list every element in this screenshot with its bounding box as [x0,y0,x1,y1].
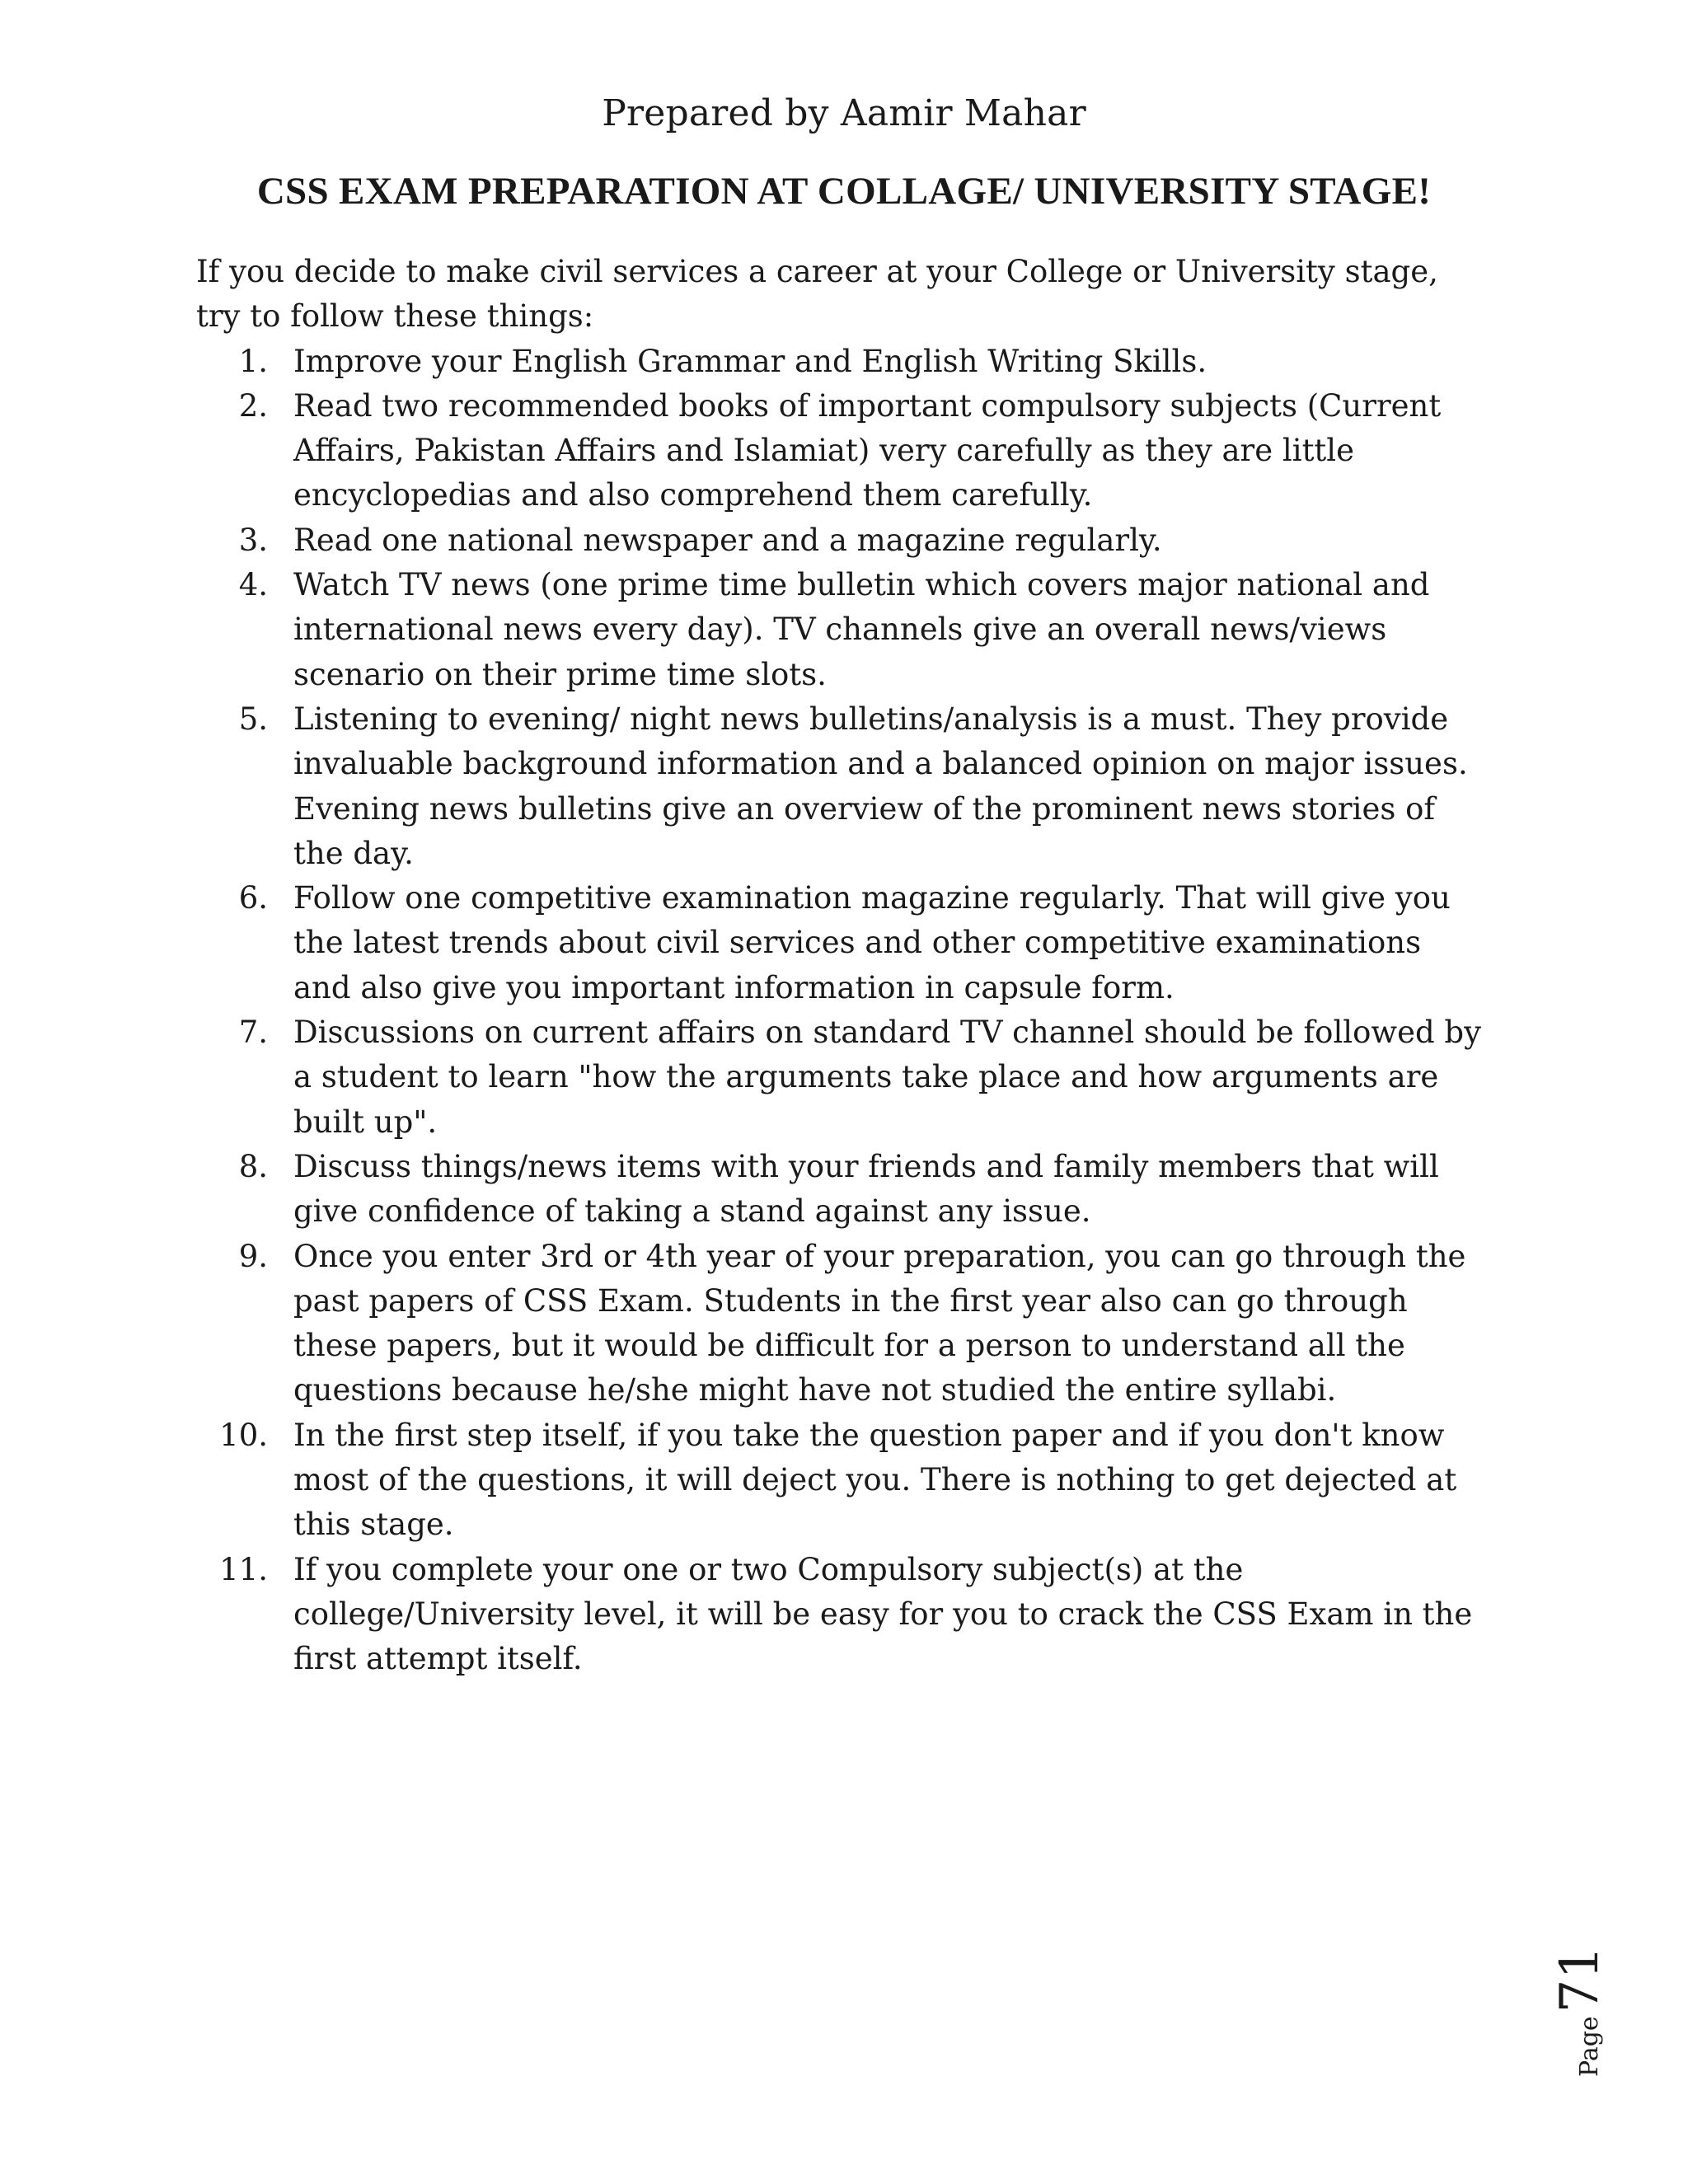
document-body [196,250,1482,1682]
list-item-number: 6. [238,880,268,916]
list-item-text: Read one national newspaper and a magazine regularly. [293,522,1162,558]
list-item-number: 10. [219,1417,268,1453]
list-item-number: 5. [238,701,268,737]
list-item-text: Improve your English Grammar and English Writing Skills. [293,343,1207,379]
list-item-number: 8. [238,1148,268,1184]
page-word: Page [1575,2016,1604,2077]
list-item-text: Discussions on current affairs on standard TV channel should be followed by a student to learn "how the arguments take place and how arguments are built up". [293,1015,1481,1140]
list-item-number: 7. [238,1015,268,1051]
list-item-number: 3. [238,522,268,558]
steps-list [196,340,1482,1682]
list-item-text: In the first step itself, if you take the question paper and if you don't know most of the questions, it will deject you. There is nothing to get dejected at this stage. [293,1417,1457,1543]
list-item-text: Listening to evening/ night news bulletins/analysis is a must. They provide invaluable background information and a balanced opinion on major issues. Evening news bulletins give an overview of the prominent news stories of the day. [293,701,1468,871]
list-item-text: Follow one competitive examination magazine regularly. That will give you the latest trends about civil services and other competitive examinations and also give you important information in capsule form. [293,880,1451,1005]
list-item [196,518,1482,563]
page-number: 71 [1550,1945,1611,2013]
list-item [196,697,1482,876]
list-item [196,563,1482,697]
list-item-text: Discuss things/news items with your friends and family members that will give confidence of taking a stand against any issue. [293,1148,1439,1230]
prepared-by-header: Prepared by Aamir Mahar [602,92,1086,134]
list-item [196,1145,1482,1235]
list-item [196,1413,1482,1548]
list-item-text: Once you enter 3rd or 4th year of your preparation, you can go through the past papers of CSS Exam. Students in the first year also can go through these papers, but it would be difficult for a person to understand all the questions because he/she might have not studied the entire syllabi. [293,1238,1466,1408]
page-title: CSS EXAM PREPARATION AT COLLAGE/ UNIVERSITY STAGE! [256,170,1432,213]
list-item [196,1548,1482,1682]
page-number-label [1550,1937,1615,2077]
intro-paragraph: If you decide to make civil services a career at your College or University stage, try to follow these things: [196,254,1438,335]
list-item [196,340,1482,384]
list-item-text: Read two recommended books of important compulsory subjects (Current Affairs, Pakistan Affairs and Islamiat) very carefully as they are little encyclopedias and also comprehend them carefully. [293,387,1442,513]
list-item-number: 1. [238,343,268,379]
list-item-number: 2. [238,387,268,424]
list-item-number: 9. [238,1238,268,1274]
list-item [196,384,1482,518]
list-item [196,1010,1482,1145]
list-item-number: 11. [219,1551,268,1587]
list-item [196,876,1482,1010]
list-item-number: 4. [238,567,268,603]
list-item [196,1235,1482,1413]
list-item-text: Watch TV news (one prime time bulletin which covers major national and international news every day). TV channels give an overall news/views scenario on their prime time slots. [293,567,1430,692]
list-item-text: If you complete your one or two Compulsory subject(s) at the college/University level, it will be easy for you to crack the CSS Exam in the first attempt itself. [293,1551,1473,1677]
